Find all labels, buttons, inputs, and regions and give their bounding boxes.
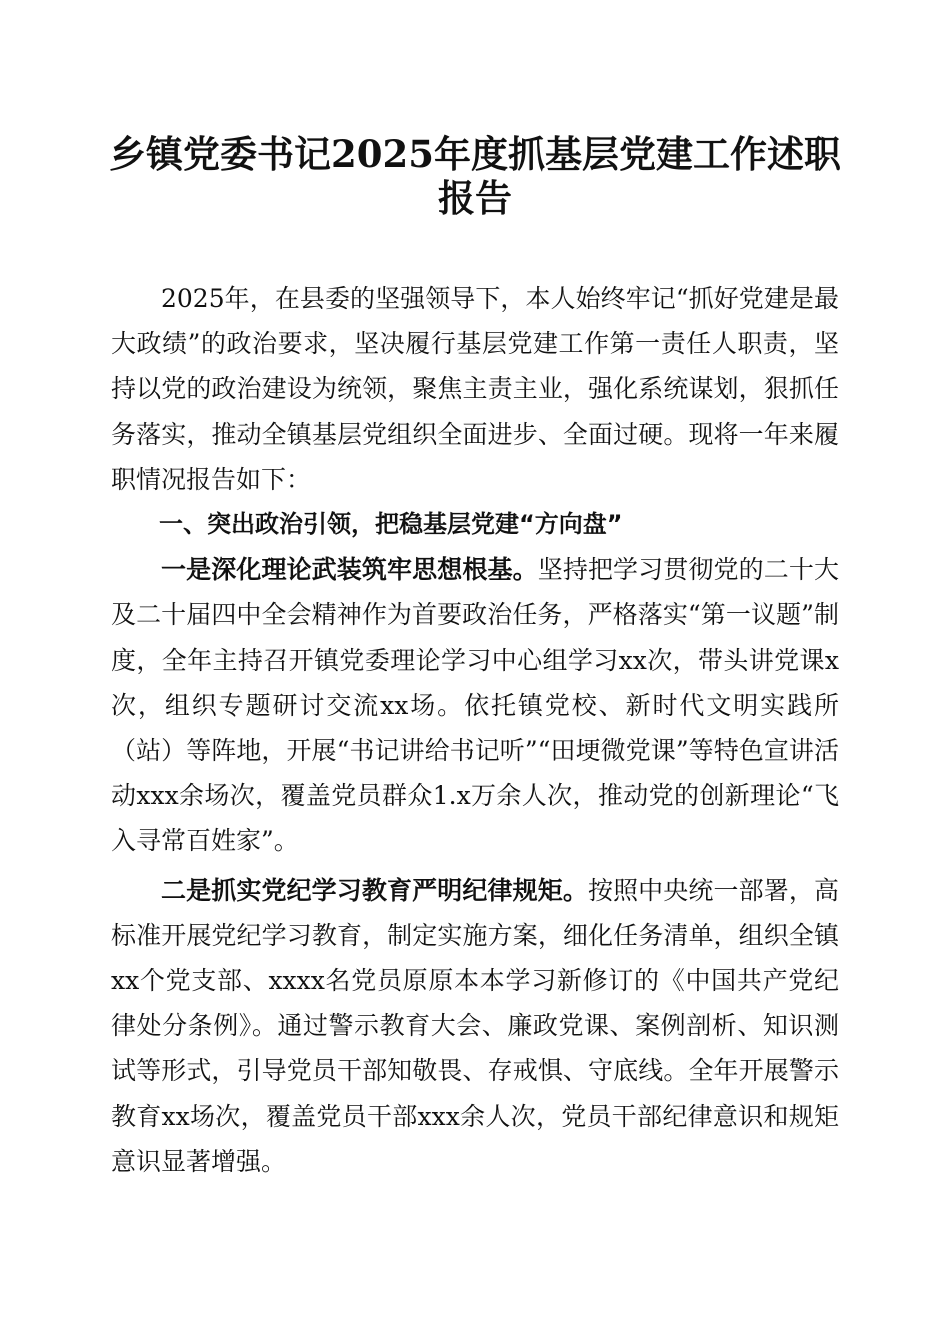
title-line-2: 报告 [438, 176, 512, 220]
paragraph-1-body: 坚持把学习贯彻党的二十大及二十届四中全会精神作为首要政治任务，严格落实“第一议题”制度，全年主持召开镇党委理论学习中心组学习xx次，带头讲党课x次，组织专题研讨交流xx场。依托镇党校、新时代文明实践所（站）等阵地，开展“书记讲给书记听”“田埂微党课”等特色宣讲活动xxx余场次，覆盖党员群众1.x万余人次，推动党的创新理论“飞入寻常百姓家”。 [111, 555, 839, 856]
paragraph-2-body: 按照中央统一部署，高标准开展党纪学习教育，制定实施方案，细化任务清单，组织全镇xx个党支部、xxxx名党员原原本本学习新修订的《中国共产党纪律处分条例》。通过警示教育大会、廉政党课、案例剖析、知识测试等形式，引导党员干部知敬畏、存戒惧、守底线。全年开展警示教育xx场次，覆盖党员干部xxx余人次，党员干部纪律意识和规矩意识显著增强。 [111, 875, 839, 1176]
paragraph-1-lead: 一是深化理论武装筑牢思想根基。 [161, 555, 538, 585]
document-body [111, 276, 839, 1184]
paragraph-1 [111, 547, 839, 863]
paragraph-2-lead: 二是抓实党纪学习教育严明纪律规矩。 [161, 875, 588, 905]
intro-paragraph: 2025年，在县委的坚强领导下，本人始终牢记“抓好党建是最大政绩”的政治要求，坚决履行基层党建工作第一责任人职责，坚持以党的政治建设为统领，聚焦主责主业，强化系统谋划，狠抓任务落实，推动全镇基层党组织全面进步、全面过硬。现将一年来履职情况报告如下： [111, 284, 839, 494]
document-title [100, 132, 850, 220]
paragraph-2 [111, 868, 839, 1184]
title-line-1: 乡镇党委书记2025年度抓基层党建工作述职 [109, 132, 841, 176]
section-heading: 一、突出政治引领，把稳基层党建“方向盘” [159, 510, 623, 539]
